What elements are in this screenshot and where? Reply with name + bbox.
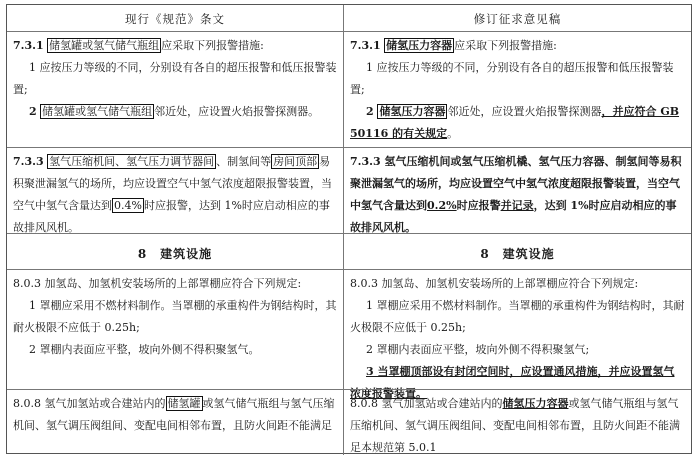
clause-text: 、制氢间等 [216, 155, 272, 168]
underlined-revision: 并记录 [500, 199, 534, 212]
table-header-row [7, 5, 691, 31]
list-item-added: 3 当罩棚顶部设有封闭空间时，应设置通风措施，并应设置氢气浓度报警装置。 [350, 365, 675, 400]
table-row-8-0-8 [7, 389, 691, 455]
table-row-7-3-3 [7, 147, 691, 233]
boxed-term: 储氢罐或氢气储气瓶组 [42, 105, 153, 118]
clause-text: 8.0.8 氢气加氢站或合建站内的 [350, 397, 503, 410]
clause-number: 7.3.1 [13, 39, 44, 52]
item-text-end: 。 [447, 127, 459, 140]
boxed-term: 储氢罐 [167, 397, 201, 410]
clause-text: 应采取下列报警措施: [161, 39, 264, 52]
cell-current-7-3-3 [7, 148, 344, 233]
boxed-value: 0.4% [114, 199, 142, 212]
clause-title: 8.0.3 加氢岛、加氢机安装场所的上部罩棚应符合下列规定: [350, 277, 639, 290]
list-item: 1 罩棚应采用不燃材料制作。当罩棚的承重构件为钢结构时，其耐火极限不应低于 0.25h; [13, 299, 337, 334]
clause-text: ，达到 1%时应启动相应的事故排风风机。 [350, 199, 677, 234]
list-item: 1 罩棚应采用不燃材料制作。当罩棚的承重构件为钢结构时，其耐火极限不应低于 0.25h; [350, 299, 685, 334]
clause-number: 7.3.3 [350, 155, 381, 168]
item-text: 邻近处，应设置火焰报警探测器。 [154, 105, 320, 118]
cell-revision-7-3-3 [344, 148, 691, 233]
boxed-term: 氢气压缩机间、氢气压力调节器间 [49, 155, 215, 168]
clause-text: 应采取下列报警措施: [454, 39, 557, 52]
list-item: 2 罩棚内表面应平整，坡向外侧不得积聚氢气。 [29, 343, 260, 356]
clause-number: 7.3.3 [13, 155, 44, 168]
cell-current-7-3-1 [7, 32, 344, 147]
underlined-revision: ，并应符合 GB 50116 的有关规定 [350, 105, 680, 140]
cell-current-8-0-3 [7, 270, 344, 389]
underlined-value: 0.2% [427, 199, 457, 212]
item-text: 邻近处，应设置火焰报警探测器 [447, 105, 602, 118]
boxed-term: 房间顶部 [273, 155, 318, 168]
table-row-7-3-1 [7, 31, 691, 147]
section-heading-current: 8 建筑设施 [7, 234, 344, 269]
boxed-term: 储氢压力容器 [379, 105, 446, 118]
list-item: 2 罩棚内表面应平整，坡向外侧不得积聚氢气; [366, 343, 590, 356]
cell-revision-8-0-8 [344, 390, 691, 455]
table-row-8-0-3 [7, 269, 691, 400]
boxed-term: 储氢压力容器 [386, 39, 453, 52]
boxed-term: 储氢罐或氢气储气瓶组 [49, 39, 160, 52]
section-heading-revision: 8 建筑设施 [480, 247, 555, 261]
clause-text: 时应报警，达到 1%时应启动相应的事故排风风机。 [13, 199, 330, 234]
list-item: 1 应按压力等级的不同，分别设有各自的超压报警和低压报警装置; [13, 61, 337, 96]
cell-revision-8-0-3 [344, 270, 691, 400]
list-item: 1 应按压力等级的不同，分别设有各自的超压报警和低压报警装置; [350, 61, 674, 96]
clause-text: 或氢气储气瓶组与氢气压缩机间、氢气调压阀组间、变配电间相邻布置，且防火间距不能满足 [13, 397, 335, 432]
clause-text: 或氢气储气瓶组与氢气压缩机间、氢气调压阀组间、变配电间相邻布置，且防火间距不能满足本规范第 5.0.1 [350, 397, 680, 454]
cell-revision-7-3-1 [344, 32, 691, 147]
clause-text: 易积聚泄漏氢气的场所，均应设置空气中氢气浓度超限报警装置，当空气中氢气含量达到 [13, 155, 332, 212]
comparison-table [6, 4, 692, 454]
column-header-revision: 修订征求意见稿 [473, 12, 562, 26]
item-number: 2 [29, 105, 37, 118]
clause-text: 氢气压缩机间或氢气压缩机橇、氢气压力容器、制氢间等易积聚泄漏氢气的场所，均应设置空气中氢气浓度超限报警装置，当空气中氢气含量达到 [350, 155, 682, 212]
underlined-revision: 储氢压力容器 [502, 397, 569, 410]
cell-current-8-0-8 [7, 390, 344, 455]
section-heading-row [7, 233, 691, 269]
item-number: 2 [366, 105, 378, 118]
column-header-current: 现行《规范》条文 [7, 5, 344, 31]
clause-number: 7.3.1 [350, 39, 381, 52]
clause-text: 8.0.8 氢气加氢站或合建站内的 [13, 397, 166, 410]
clause-title: 8.0.3 加氢岛、加氢机安装场所的上部罩棚应符合下列规定: [13, 277, 302, 290]
clause-text: 时应报警 [456, 199, 501, 212]
